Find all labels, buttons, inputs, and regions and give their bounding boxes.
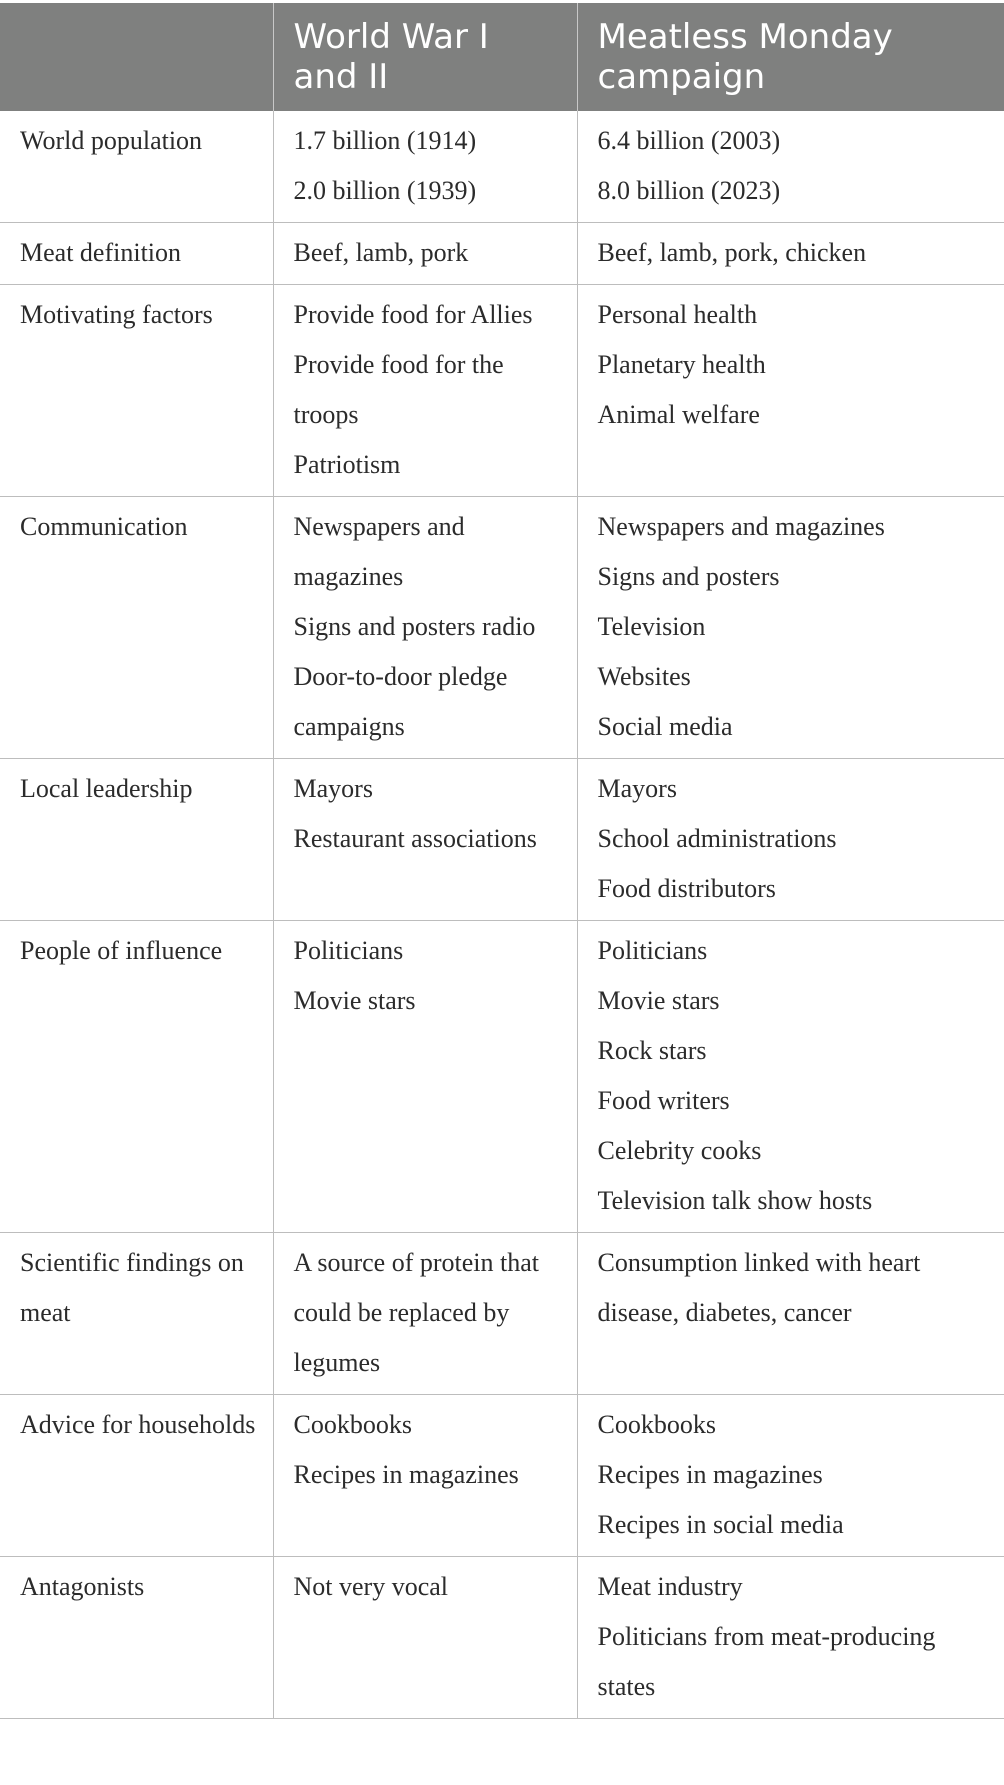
cell-line: Provide food for the troops [293, 350, 504, 429]
cell-line: A source of protein that could be replaced by legumes [293, 1248, 539, 1377]
row-label: Scientific findings on meat [0, 1233, 273, 1395]
row-label: Meat definition [0, 223, 273, 285]
cell-line: Television talk show hosts [597, 1186, 873, 1215]
row-label: Motivating factors [0, 285, 273, 497]
cell-line: Recipes in magazines [597, 1460, 823, 1489]
row-label: Communication [0, 497, 273, 759]
cell-meatless-monday [577, 1395, 1004, 1557]
cell-line: Provide food for Allies [293, 300, 533, 329]
cell-world-war [273, 1233, 577, 1395]
cell-line: Food distributors [597, 874, 776, 903]
cell-line: Meat industry [597, 1572, 743, 1601]
table-row [0, 497, 1004, 759]
table-header [0, 3, 1004, 111]
cell-meatless-monday [577, 285, 1004, 497]
cell-line: Rock stars [597, 1036, 707, 1065]
comparison-table-container [0, 3, 1004, 1719]
cell-meatless-monday [577, 1557, 1004, 1719]
cell-line: Politicians [293, 936, 404, 965]
cell-line: Newspapers and magazines [293, 512, 465, 591]
table-body [0, 111, 1004, 1719]
cell-line: Mayors [597, 774, 677, 803]
cell-line: Movie stars [597, 986, 720, 1015]
cell-meatless-monday [577, 1233, 1004, 1395]
row-label: People of influence [0, 921, 273, 1233]
cell-line: 8.0 billion (2023) [597, 176, 781, 205]
header-world-war: World War I and II [273, 3, 577, 111]
cell-meatless-monday [577, 497, 1004, 759]
table-row [0, 1557, 1004, 1719]
cell-line: Beef, lamb, pork, chicken [597, 238, 867, 267]
cell-line: Newspapers and magazines [597, 512, 885, 541]
table-row [0, 1395, 1004, 1557]
row-label: Advice for households [0, 1395, 273, 1557]
cell-line: Signs and posters radio [293, 612, 536, 641]
header-row [0, 3, 1004, 111]
cell-line: Personal health [597, 300, 758, 329]
cell-line: Cookbooks [293, 1410, 412, 1439]
header-meatless-monday: Meatless Monday campaign [577, 3, 1004, 111]
table-row [0, 223, 1004, 285]
cell-meatless-monday [577, 759, 1004, 921]
table-row [0, 111, 1004, 223]
cell-line: Patriotism [293, 450, 401, 479]
cell-world-war [273, 1557, 577, 1719]
cell-line: Restaurant associations [293, 824, 537, 853]
row-label: Local leadership [0, 759, 273, 921]
cell-meatless-monday [577, 111, 1004, 223]
cell-world-war [273, 921, 577, 1233]
cell-line: Politicians [597, 936, 708, 965]
table-row [0, 1233, 1004, 1395]
cell-line: Not very vocal [293, 1572, 449, 1601]
cell-line: Movie stars [293, 986, 416, 1015]
table-row [0, 921, 1004, 1233]
comparison-table [0, 3, 1004, 1719]
cell-line: Consumption linked with heart disease, diabetes, cancer [597, 1248, 921, 1327]
cell-line: Politicians from meat-producing states [597, 1622, 936, 1701]
cell-line: 1.7 billion (1914) [293, 126, 477, 155]
cell-world-war [273, 759, 577, 921]
cell-world-war [273, 223, 577, 285]
cell-world-war [273, 111, 577, 223]
cell-line: Recipes in magazines [293, 1460, 519, 1489]
cell-line: Recipes in social media [597, 1510, 844, 1539]
cell-line: Food writers [597, 1086, 730, 1115]
cell-line: 6.4 billion (2003) [597, 126, 781, 155]
cell-line: School administrations [597, 824, 837, 853]
cell-line: Animal welfare [597, 400, 760, 429]
cell-meatless-monday [577, 223, 1004, 285]
cell-line: 2.0 billion (1939) [293, 176, 477, 205]
cell-line: Cookbooks [597, 1410, 716, 1439]
cell-line: Planetary health [597, 350, 766, 379]
header-blank [0, 3, 273, 111]
cell-line: Beef, lamb, pork [293, 238, 469, 267]
cell-line: Door-to-door pledge campaigns [293, 662, 508, 741]
table-row [0, 759, 1004, 921]
cell-world-war [273, 285, 577, 497]
cell-line: Mayors [293, 774, 373, 803]
table-row [0, 285, 1004, 497]
cell-line: Celebrity cooks [597, 1136, 762, 1165]
cell-line: Websites [597, 662, 691, 691]
cell-line: Signs and posters [597, 562, 780, 591]
cell-meatless-monday [577, 921, 1004, 1233]
cell-line: Television [597, 612, 706, 641]
cell-line: Social media [597, 712, 733, 741]
cell-world-war [273, 497, 577, 759]
row-label: World population [0, 111, 273, 223]
cell-world-war [273, 1395, 577, 1557]
row-label: Antagonists [0, 1557, 273, 1719]
